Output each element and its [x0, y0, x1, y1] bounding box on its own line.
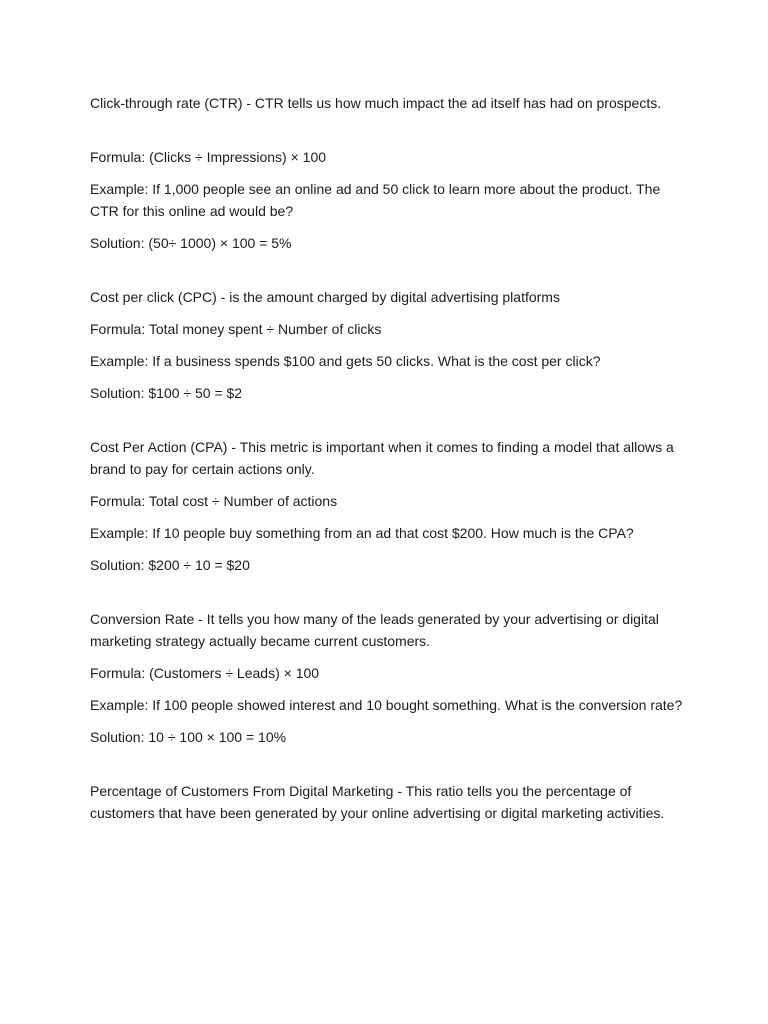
document-page	[90, 92, 690, 824]
cpa-example: Example: If 10 people buy something from an ad that cost $200. How much is the CPA?	[90, 525, 634, 541]
conversion-heading: Conversion Rate - It tells you how many of the leads generated by your advertising or digital marketing strategy actually became current customers.	[90, 611, 659, 649]
ctr-example: Example: If 1,000 people see an online ad and 50 click to learn more about the product. The CTR for this online ad would be?	[90, 181, 661, 219]
ctr-solution: Solution: (50÷ 1000) × 100 = 5%	[90, 235, 292, 251]
cpa-solution: Solution: $200 ÷ 10 = $20	[90, 557, 250, 573]
ctr-heading: Click-through rate (CTR) - CTR tells us how much impact the ad itself has had on prospects.	[90, 95, 662, 111]
cpc-formula: Formula: Total money spent ÷ Number of clicks	[90, 321, 382, 337]
cpc-solution: Solution: $100 ÷ 50 = $2	[90, 385, 243, 401]
cpa-formula: Formula: Total cost ÷ Number of actions	[90, 493, 338, 509]
conversion-formula: Formula: (Customers ÷ Leads) × 100	[90, 665, 320, 681]
cpc-heading: Cost per click (CPC) - is the amount charged by digital advertising platforms	[90, 289, 560, 305]
ctr-formula: Formula: (Clicks ÷ Impressions) × 100	[90, 149, 327, 165]
cpa-heading: Cost Per Action (CPA) - This metric is important when it comes to finding a model that allows a brand to pay for certain actions only.	[90, 439, 674, 477]
conversion-solution: Solution: 10 ÷ 100 × 100 = 10%	[90, 729, 287, 745]
conversion-example: Example: If 100 people showed interest and 10 bought something. What is the conversion rate?	[90, 697, 683, 713]
percentage-customers-heading: Percentage of Customers From Digital Marketing - This ratio tells you the percentage of customers that have been generated by your online advertising or digital marketing activities.	[90, 783, 665, 821]
cpc-example: Example: If a business spends $100 and gets 50 clicks. What is the cost per click?	[90, 353, 601, 369]
